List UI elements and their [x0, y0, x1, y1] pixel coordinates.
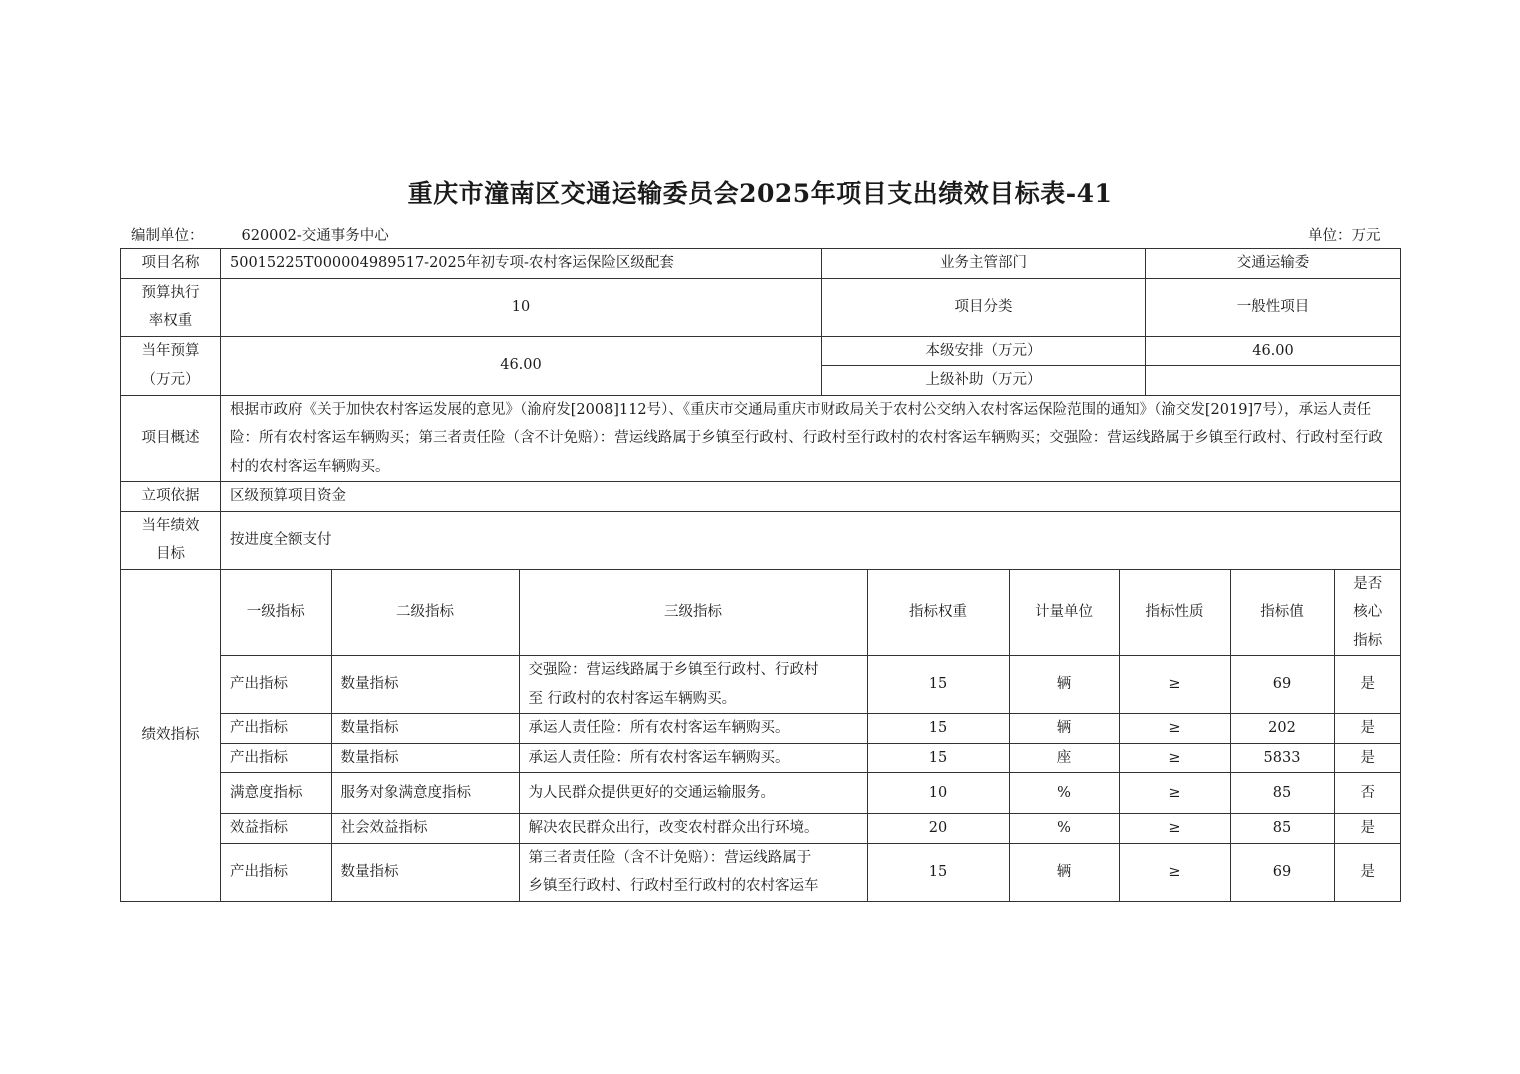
budget-weight-value: 10 — [221, 278, 822, 336]
row-level2: 数量指标 — [331, 656, 519, 714]
category-value: 一般性项目 — [1146, 278, 1401, 336]
overview-value: 根据市政府《关于加快农村客运发展的意见》（渝府发[2008]112号）、《重庆市交通局重庆市财政局关于农村公交纳入农村客运保险范围的通知》（渝交发[2019]7号），承运人责任险：所有农村客运车辆购买；第三者责任险（含不计免赔）：营运线路属于乡镇至行政村、行政村至行政村的农村客运车辆购买；交强险：营运线路属于乡镇至行政村、行政村至行政村的农村客运车辆购买。 — [221, 395, 1401, 482]
row-value: 85 — [1230, 773, 1334, 814]
annual-budget-label-line2: （万元） — [141, 371, 200, 388]
row-level2: 服务对象满意度指标 — [331, 773, 519, 814]
row-core: 是 — [1334, 743, 1401, 773]
annual-goal-value: 按进度全额支付 — [221, 511, 1401, 569]
header-value: 指标值 — [1230, 570, 1334, 656]
header-level2: 二级指标 — [331, 570, 519, 656]
header-level3: 三级指标 — [519, 570, 867, 656]
overview-label: 项目概述 — [121, 395, 221, 482]
local-arrangement-label: 本级安排（万元） — [822, 336, 1146, 366]
budget-weight-label — [121, 278, 221, 336]
row-weight: 15 — [867, 743, 1009, 773]
header-core-line2: 核心 — [1353, 604, 1383, 620]
table-row — [221, 843, 1401, 901]
row-weight: 20 — [867, 814, 1009, 844]
budget-weight-label-line2: 率权重 — [148, 313, 193, 329]
row-nature: ≥ — [1119, 714, 1230, 744]
row-weight: 15 — [867, 714, 1009, 744]
annual-goal-label — [121, 511, 221, 569]
row-value: 69 — [1230, 656, 1334, 714]
row-weight: 15 — [867, 656, 1009, 714]
row-level1: 产出指标 — [221, 656, 331, 714]
basis-label: 立项依据 — [121, 482, 221, 512]
row-level1: 产出指标 — [221, 743, 331, 773]
row-level1: 满意度指标 — [221, 773, 331, 814]
row-unit: % — [1009, 814, 1119, 844]
row-level3: 承运人责任险：所有农村客运车辆购买。 — [519, 714, 867, 744]
row-level3-line1: 交强险：营运线路属于乡镇至行政村、行政村 — [528, 662, 819, 678]
row-level3-line2: 至 行政村的农村客运车辆购买。 — [528, 690, 737, 707]
row-level1: 产出指标 — [221, 714, 331, 744]
perf-header-row — [221, 570, 1401, 656]
row-level2: 数量指标 — [331, 843, 519, 901]
header-weight: 指标权重 — [867, 570, 1009, 656]
header-nature: 指标性质 — [1119, 570, 1230, 656]
row-core: 是 — [1334, 814, 1401, 844]
category-label: 项目分类 — [822, 278, 1146, 336]
row-level3: 承运人责任险：所有农村客运车辆购买。 — [519, 743, 867, 773]
header-unit: 计量单位 — [1009, 570, 1119, 656]
perf-indicators-cell — [221, 569, 1401, 901]
performance-target-table — [120, 248, 1401, 902]
row-core: 是 — [1334, 656, 1401, 714]
dept-label: 业务主管部门 — [822, 249, 1146, 279]
annual-budget-label — [121, 336, 221, 395]
row-unit: 辆 — [1009, 714, 1119, 744]
local-arrangement-value: 46.00 — [1146, 336, 1401, 366]
row-weight: 10 — [867, 773, 1009, 814]
row-value: 202 — [1230, 714, 1334, 744]
row-value: 69 — [1230, 843, 1334, 901]
row-level3 — [519, 843, 867, 901]
row-level3 — [519, 656, 867, 714]
row-level1: 效益指标 — [221, 814, 331, 844]
row-unit: 辆 — [1009, 843, 1119, 901]
dept-value: 交通运输委 — [1146, 249, 1401, 279]
row-level3: 为人民群众提供更好的交通运输服务。 — [519, 773, 867, 814]
header-core-line1: 是否 — [1353, 575, 1383, 592]
row-nature: ≥ — [1119, 843, 1230, 901]
upper-subsidy-value — [1146, 366, 1401, 396]
row-value: 85 — [1230, 814, 1334, 844]
annual-goal-label-line2: 目标 — [156, 546, 185, 562]
page-title: 重庆市潼南区交通运输委员会2025年项目支出绩效目标表-41 — [407, 179, 1113, 208]
perf-indicators-table — [221, 570, 1401, 901]
row-value: 5833 — [1230, 743, 1334, 773]
row-nature: ≥ — [1119, 814, 1230, 844]
row-unit: % — [1009, 773, 1119, 814]
row-level2: 数量指标 — [331, 743, 519, 773]
annual-budget-value: 46.00 — [221, 336, 822, 395]
table-row — [221, 773, 1401, 814]
project-name-label: 项目名称 — [121, 249, 221, 279]
header-level1: 一级指标 — [221, 570, 331, 656]
row-nature: ≥ — [1119, 773, 1230, 814]
table-row — [221, 814, 1401, 844]
header-core — [1334, 570, 1401, 656]
row-level1: 产出指标 — [221, 843, 331, 901]
row-weight: 15 — [867, 843, 1009, 901]
perf-indicators-label: 绩效指标 — [121, 569, 221, 901]
table-row — [221, 743, 1401, 773]
row-level3: 解决农民群众出行，改变农村群众出行环境。 — [519, 814, 867, 844]
row-nature: ≥ — [1119, 656, 1230, 714]
row-unit: 座 — [1009, 743, 1119, 773]
row-core: 否 — [1334, 773, 1401, 814]
annual-budget-label-line1: 当年预算 — [141, 343, 200, 359]
compiling-unit-label: 编制单位： — [131, 228, 204, 244]
basis-value: 区级预算项目资金 — [221, 482, 1401, 512]
row-unit: 辆 — [1009, 656, 1119, 714]
compiling-unit — [131, 224, 389, 245]
table-row — [221, 714, 1401, 744]
table-row — [221, 656, 1401, 714]
budget-weight-label-line1: 预算执行 — [141, 284, 200, 301]
annual-goal-label-line1: 当年绩效 — [141, 517, 200, 534]
row-level3-line1: 第三者责任险（含不计免赔）：营运线路属于 — [528, 849, 812, 866]
row-core: 是 — [1334, 843, 1401, 901]
compiling-unit-value: 620002-交通事务中心 — [241, 228, 389, 244]
row-level3-line2: 乡镇至行政村、行政村至行政村的农村客运车 — [528, 878, 819, 894]
row-level2: 数量指标 — [331, 714, 519, 744]
row-nature: ≥ — [1119, 743, 1230, 773]
currency-unit: 单位：万元 — [1308, 228, 1381, 244]
row-core: 是 — [1334, 714, 1401, 744]
upper-subsidy-label: 上级补助（万元） — [822, 366, 1146, 396]
row-level2: 社会效益指标 — [331, 814, 519, 844]
project-name-value: 50015225T000004989517-2025年初专项-农村客运保险区级配套 — [221, 249, 822, 279]
header-core-line3: 指标 — [1353, 632, 1383, 649]
